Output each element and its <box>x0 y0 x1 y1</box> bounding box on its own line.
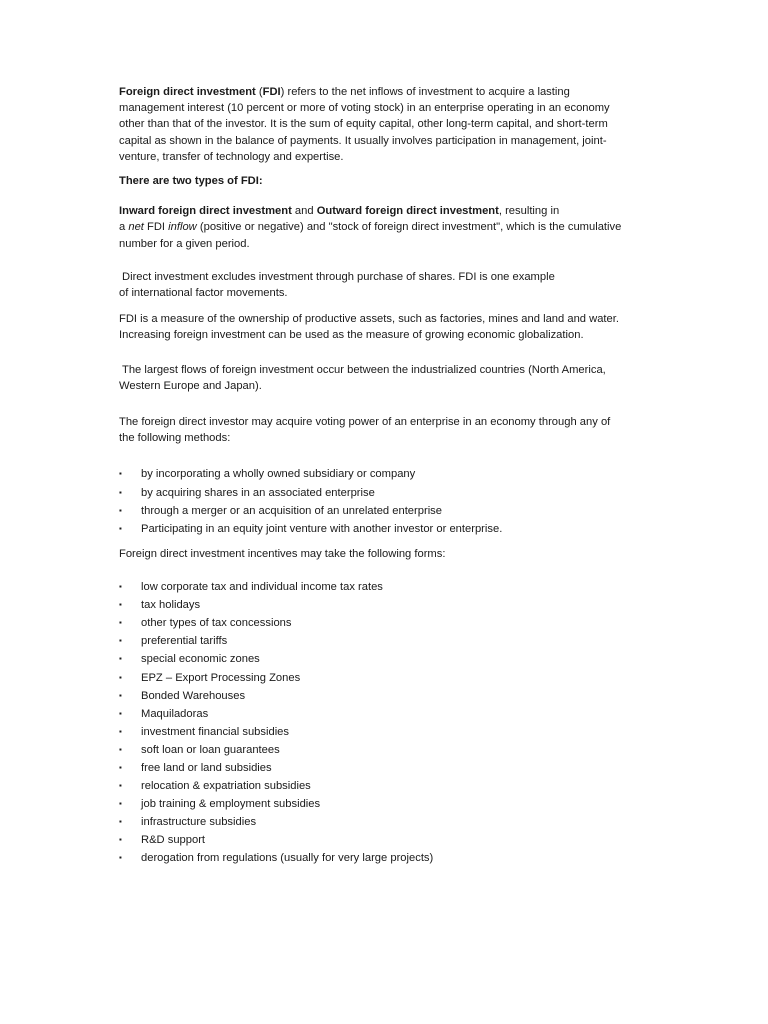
list-item: ▪ other types of tax concessions <box>119 614 649 632</box>
term-outward-fdi: Outward foreign direct investment <box>316 205 499 218</box>
bullet-icon: ▪ <box>119 726 122 736</box>
types-heading: There are two types of FDI: <box>119 175 263 188</box>
list-item: ▪ job training & employment subsidies <box>119 795 649 813</box>
document-page <box>119 84 649 868</box>
list-item: ▪ soft loan or loan guarantees <box>119 741 649 759</box>
fdi-types-paragraph: Inward foreign direct investment and Outward foreign direct investment, resulting in a net FDI inflow (positive or negative) and "stock of foreign direct investment", which is the cumulative number for a given period. <box>119 205 622 250</box>
list-item: ▪ Bonded Warehouses <box>119 687 649 705</box>
direct-investment-paragraph: Direct investment excludes investment through purchase of shares. FDI is one example of international factor movements. <box>119 270 555 300</box>
bullet-icon: ▪ <box>119 762 122 772</box>
bullet-icon: ▪ <box>119 690 122 700</box>
largest-flows-paragraph: The largest flows of foreign investment occur between the industrialized countries (North America, Western Europe and Japan). <box>119 363 606 392</box>
list-item: ▪ through a merger or an acquisition of an unrelated enterprise <box>119 502 649 520</box>
definition-line: venture, transfer of technology and expertise. <box>119 150 344 163</box>
list-item: ▪ investment financial subsidies <box>119 723 649 741</box>
list-item: ▪ derogation from regulations (usually for very large projects) <box>119 849 649 867</box>
list-item: ▪ Maquiladoras <box>119 705 649 723</box>
list-item: ▪ infrastructure subsidies <box>119 813 649 831</box>
list-item: ▪ by acquiring shares in an associated enterprise <box>119 484 649 502</box>
bullet-icon: ▪ <box>119 582 122 592</box>
incentives-list <box>119 578 649 868</box>
bullet-icon: ▪ <box>119 636 122 646</box>
bullet-icon: ▪ <box>119 523 122 533</box>
list-item: ▪ by incorporating a wholly owned subsidiary or company <box>119 465 649 483</box>
incentives-intro: Foreign direct investment incentives may take the following forms: <box>119 547 446 560</box>
definition-line: management interest (10 percent or more of voting stock) in an enterprise operating in an economy <box>119 102 610 115</box>
definition-line: capital as shown in the balance of payments. It usually involves participation in management, joint- <box>119 134 607 147</box>
bullet-icon: ▪ <box>119 708 122 718</box>
list-item: ▪ special economic zones <box>119 650 649 668</box>
list-item: ▪ low corporate tax and individual income tax rates <box>119 578 649 596</box>
list-item: ▪ preferential tariffs <box>119 632 649 650</box>
term-fdi-full: Foreign direct investment <box>119 86 256 98</box>
definition-line: other than that of the investor. It is the sum of equity capital, other long-term capital, and short-term <box>119 118 608 131</box>
bullet-icon: ▪ <box>119 618 122 628</box>
list-item: ▪ tax holidays <box>119 596 649 614</box>
list-item: ▪ relocation & expatriation subsidies <box>119 777 649 795</box>
bullet-icon: ▪ <box>119 799 122 809</box>
bullet-icon: ▪ <box>119 781 122 791</box>
bullet-icon: ▪ <box>119 835 122 845</box>
methods-list <box>119 465 649 537</box>
bullet-icon: ▪ <box>119 853 122 863</box>
term-fdi-abbr: FDI <box>262 86 281 98</box>
list-item: ▪ free land or land subsidies <box>119 759 649 777</box>
fdi-definition-paragraph: Foreign direct investment (FDI) refers to the net inflows of investment to acquire a lasting management interest (10 percent or more of voting stock) in an enterprise operating in an economy other than that of the investor. It is the sum of equity capital, other long-term capital, and short-term capital as shown in the balance of payments. It usually involves participation in management, joint- venture, transfer of technology and expertise. <box>119 86 610 163</box>
bullet-icon: ▪ <box>119 505 122 515</box>
list-item: ▪ R&D support <box>119 831 649 849</box>
bullet-icon: ▪ <box>119 600 122 610</box>
bullet-icon: ▪ <box>119 469 122 479</box>
bullet-icon: ▪ <box>119 654 122 664</box>
bullet-icon: ▪ <box>119 817 122 827</box>
ownership-paragraph: FDI is a measure of the ownership of productive assets, such as factories, mines and land and water. Increasing foreign investment can be used as the measure of growing economic globalization. <box>119 313 619 342</box>
bullet-icon: ▪ <box>119 487 122 497</box>
bullet-icon: ▪ <box>119 744 122 754</box>
list-item: ▪ EPZ – Export Processing Zones <box>119 669 649 687</box>
list-item: ▪ Participating in an equity joint venture with another investor or enterprise. <box>119 520 649 538</box>
bullet-icon: ▪ <box>119 672 122 682</box>
voting-power-paragraph: The foreign direct investor may acquire voting power of an enterprise in an economy through any of the following methods: <box>119 416 611 445</box>
term-inward-fdi: Inward foreign direct investment <box>119 205 292 218</box>
